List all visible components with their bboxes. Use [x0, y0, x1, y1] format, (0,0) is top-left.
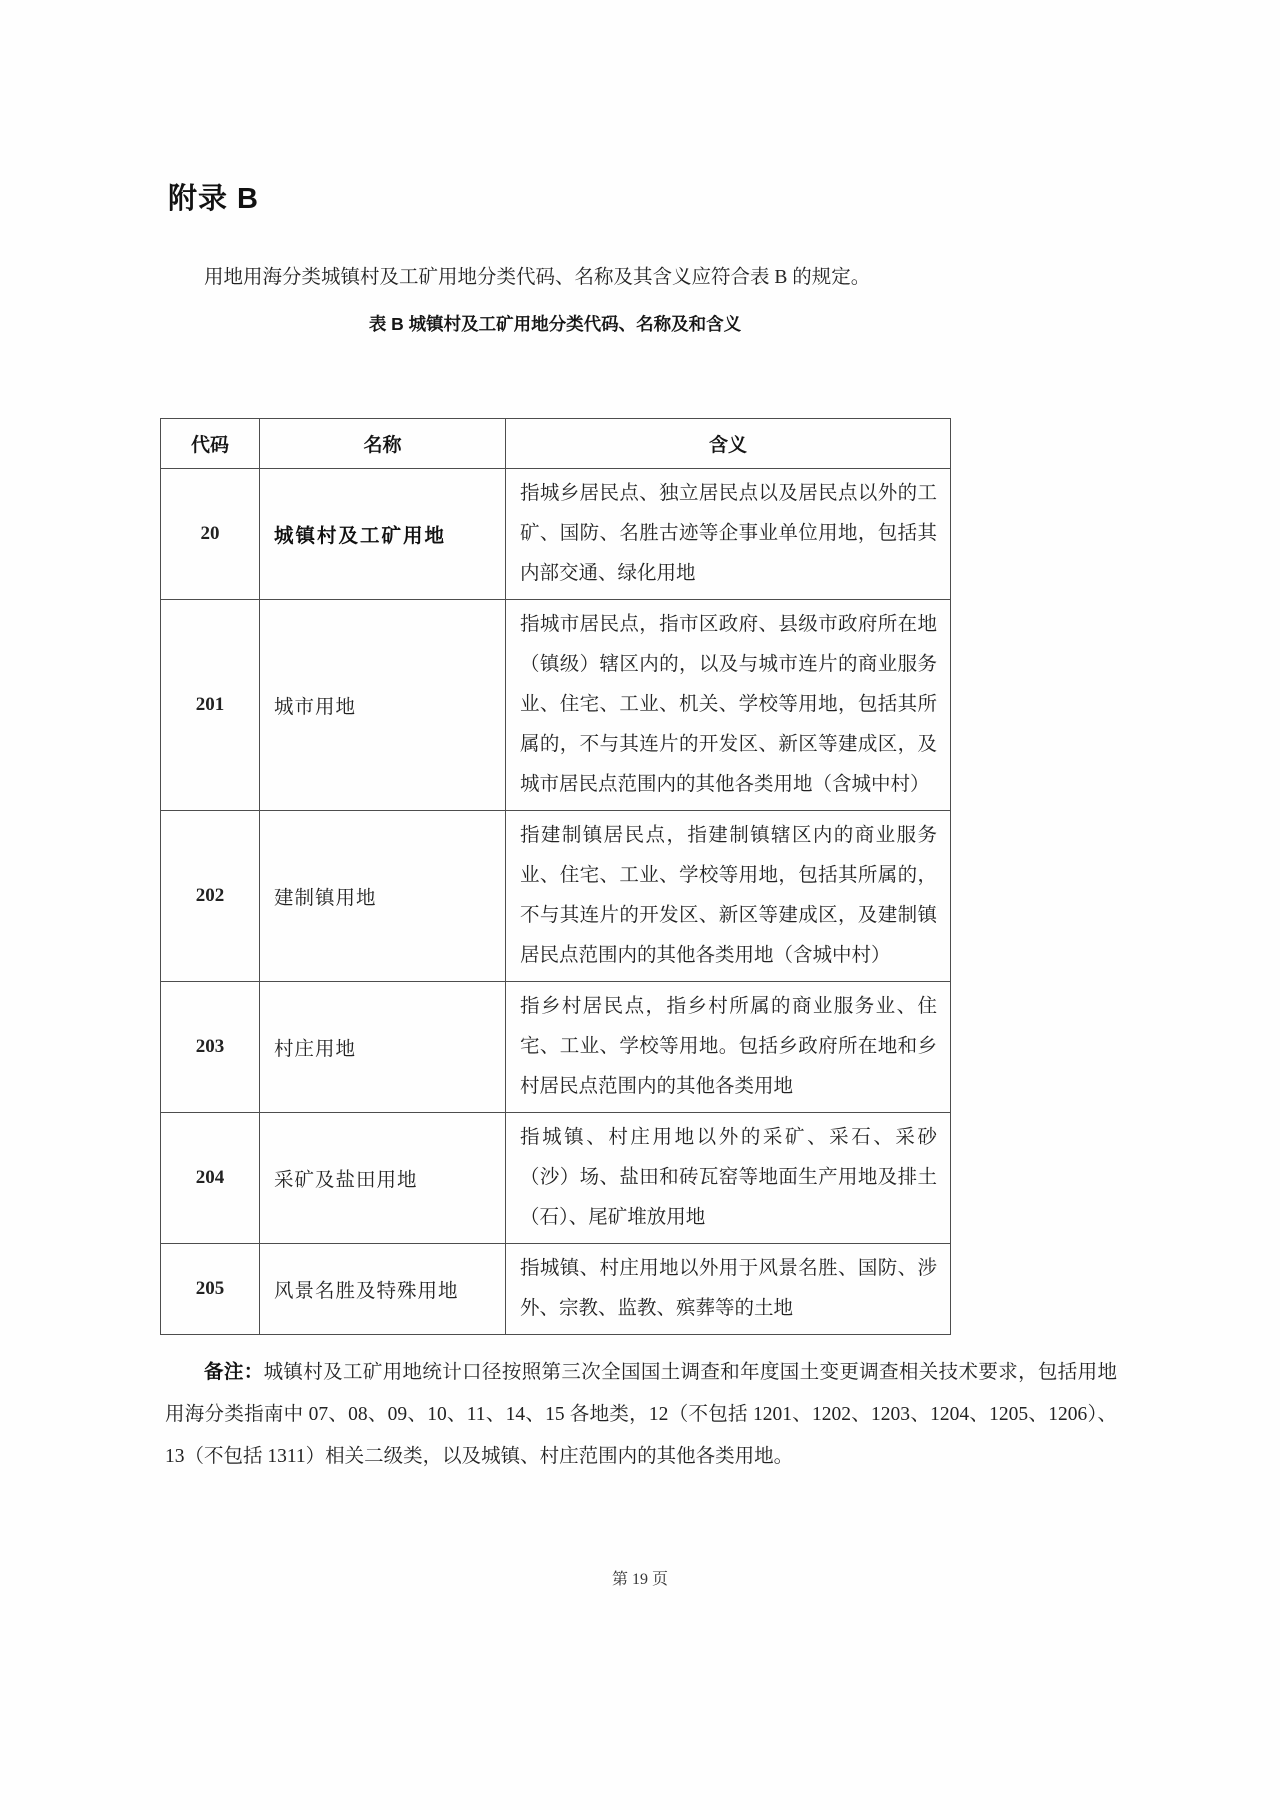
footnote [165, 1352, 1117, 1478]
table-row [161, 811, 951, 982]
footnote-label: 备注： [204, 1362, 264, 1383]
table-row [161, 600, 951, 811]
intro-paragraph: 用地用海分类城镇村及工矿用地分类代码、名称及其含义应符合表 B 的规定。 [204, 267, 871, 288]
row-code: 202 [161, 811, 260, 982]
row-name: 城市用地 [260, 600, 506, 811]
row-code: 201 [161, 600, 260, 811]
row-meaning: 指城镇、村庄用地以外用于风景名胜、国防、涉外、宗教、监教、殡葬等的土地 [506, 1244, 951, 1335]
row-code: 20 [161, 469, 260, 600]
row-name: 风景名胜及特殊用地 [260, 1244, 506, 1335]
table-row [161, 469, 951, 600]
table-body [161, 469, 951, 1335]
row-code: 205 [161, 1244, 260, 1335]
row-name: 城镇村及工矿用地 [260, 469, 506, 600]
row-code: 204 [161, 1113, 260, 1244]
land-use-table [160, 418, 951, 1335]
row-meaning: 指乡村居民点，指乡村所属的商业服务业、住宅、工业、学校等用地。包括乡政府所在地和乡村居民点范围内的其他各类用地 [506, 982, 951, 1113]
row-name: 建制镇用地 [260, 811, 506, 982]
header-meaning: 含义 [506, 419, 951, 469]
row-meaning: 指城市居民点，指市区政府、县级市政府所在地（镇级）辖区内的，以及与城市连片的商业服务业、住宅、工业、机关、学校等用地，包括其所属的，不与其连片的开发区、新区等建成区，及城市居民点范围内的其他各类用地（含城中村） [506, 600, 951, 811]
row-code: 203 [161, 982, 260, 1113]
table-caption: 表 B 城镇村及工矿用地分类代码、名称及和含义 [368, 314, 742, 334]
table-header-row [161, 419, 951, 469]
row-meaning: 指城乡居民点、独立居民点以及居民点以外的工矿、国防、名胜古迹等企事业单位用地，包括其内部交通、绿化用地 [506, 469, 951, 600]
table-row [161, 982, 951, 1113]
table-row [161, 1113, 951, 1244]
row-meaning: 指城镇、村庄用地以外的采矿、采石、采砂（沙）场、盐田和砖瓦窑等地面生产用地及排土（石）、尾矿堆放用地 [506, 1113, 951, 1244]
header-code: 代码 [161, 419, 260, 469]
appendix-title: 附录 B [168, 183, 260, 215]
row-meaning: 指建制镇居民点，指建制镇辖区内的商业服务业、住宅、工业、学校等用地，包括其所属的，不与其连片的开发区、新区等建成区，及建制镇居民点范围内的其他各类用地（含城中村） [506, 811, 951, 982]
table-row [161, 1244, 951, 1335]
row-name: 采矿及盐田用地 [260, 1113, 506, 1244]
header-name: 名称 [260, 419, 506, 469]
footnote-text: 城镇村及工矿用地统计口径按照第三次全国国土调查和年度国土变更调查相关技术要求，包括用地用海分类指南中 07、08、09、10、11、14、15 各地类，12（不包括 1201、1202、1203、1204、1205、1206）、13（不包括 1311）相关二级类，以及城镇、村庄范围内的其他各类用地。 [165, 1362, 1117, 1467]
page-number: 第 19 页 [611, 1571, 668, 1588]
row-name: 村庄用地 [260, 982, 506, 1113]
